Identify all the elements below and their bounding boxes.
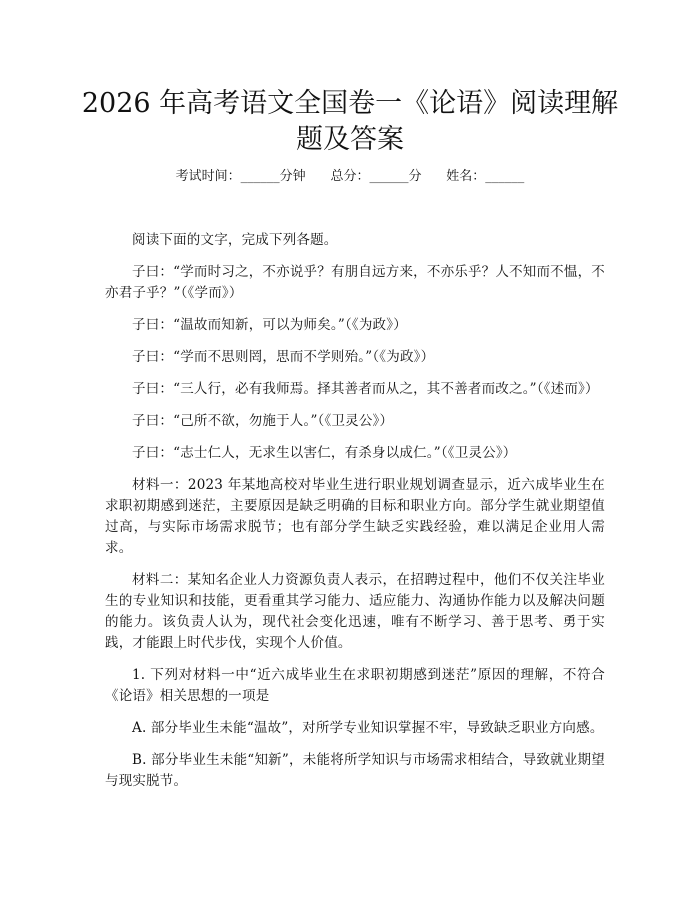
question-one-option-b: B. 部分毕业生未能“知新”，未能将所学知识与市场需求相结合，导致就业期望与现实脱节。: [105, 752, 605, 789]
quote-paragraph-weizheng-2: 子曰：“学而不思则罔，思而不学则殆。”（《为政》）: [132, 349, 435, 365]
quote-paragraph-weizheng-1: 子曰：“温故而知新，可以为师矣。”（《为政》）: [132, 317, 407, 333]
material-one-paragraph: 材料一：2023 年某地高校对毕业生进行职业规划调查显示，近六成毕业生在求职初期感到迷茫，主要原因是缺乏明确的目标和职业方向。部分学生就业期望值过高，与实际市场需求脱节；也有部分学生缺乏实践经验，难以满足企业用人需求。: [105, 477, 605, 556]
quote-paragraph-shuer: 子曰：“三人行，必有我师焉。择其善者而从之，其不善者而改之。”（《述而》）: [132, 381, 599, 397]
document-title-line-1: 2026 年高考语文全国卷一《论语》阅读理解: [81, 88, 619, 119]
student-name-field: 姓名：______: [446, 169, 525, 184]
document-title-line-2: 题及答案: [296, 124, 404, 155]
instruction-paragraph: 阅读下面的文字，完成下列各题。: [132, 232, 338, 248]
total-score-field: 总分：______分: [330, 169, 422, 184]
question-one-option-a: A. 部分毕业生未能“温故”，对所学专业知识掌握不牢，导致缺乏职业方向感。: [132, 720, 604, 736]
document-body: [105, 230, 605, 792]
exam-time-field: 考试时间：______分钟: [175, 169, 306, 184]
quote-paragraph-weilinggong-2: 子曰：“志士仁人，无求生以害仁，有杀身以成仁。”（《卫灵公》）: [132, 445, 517, 461]
question-one-stem: 1. 下列对材料一中“近六成毕业生在求职初期感到迷茫”原因的理解，不符合《论语》相关思想的一项是: [105, 667, 605, 704]
quote-paragraph-xueer: 子曰：“学而时习之，不亦说乎？有朋自远方来，不亦乐乎？人不知而不愠，不亦君子乎？”（《学而》）: [105, 264, 605, 301]
exam-meta-line: [0, 168, 700, 186]
quote-paragraph-weilinggong-1: 子曰：“己所不欲，勿施于人。”（《卫灵公》）: [132, 413, 394, 429]
material-two-paragraph: 材料二：某知名企业人力资源负责人表示，在招聘过程中，他们不仅关注毕业生的专业知识和技能，更看重其学习能力、适应能力、沟通协作能力以及解决问题的能力。该负责人认为，现代社会变化迅速，唯有不断学习、善于思考、勇于实践，才能跟上时代步伐，实现个人价值。: [105, 572, 605, 651]
